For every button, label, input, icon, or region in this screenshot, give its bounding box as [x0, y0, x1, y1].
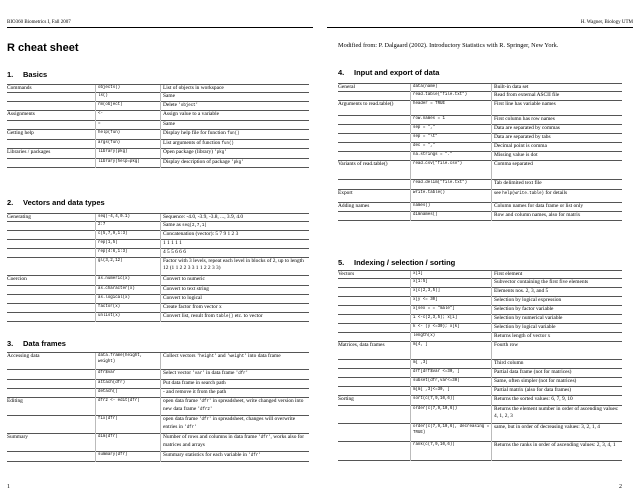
description-cell: List of objects in workspace [163, 85, 224, 91]
table-row [7, 240, 309, 249]
table-row [338, 406, 622, 424]
description-cell: Number of rows and columns in data frame 'dfr', works also for matrices and arrays [163, 434, 305, 448]
description-cell: Selection by logical variable [494, 324, 556, 330]
code-cell: m[4, ] [410, 342, 492, 360]
section-title: Basics [23, 70, 48, 79]
course-header: BIO360 Biometrics I, Fall 2007 [7, 20, 71, 25]
section-number: 5. [338, 258, 345, 267]
table-row [338, 161, 622, 180]
description-cell: First column has row names [494, 116, 555, 122]
row-category [7, 286, 95, 295]
table-row [338, 101, 622, 116]
table-row [7, 352, 309, 370]
command-table [7, 84, 309, 168]
table-row [338, 116, 622, 125]
row-category [7, 313, 95, 322]
code-cell: dim(dfr) [95, 434, 161, 452]
code-cell: objects() [95, 85, 161, 94]
table-row [338, 152, 622, 161]
row-category [338, 424, 410, 442]
description-cell: First line has variable names [494, 101, 556, 107]
code-cell: attach(dfr) [95, 380, 161, 389]
table-row [338, 306, 622, 315]
code-cell: i <-c(2,3,5); x[i] [410, 315, 492, 324]
code-cell: na.strings = "." [410, 152, 492, 161]
page-number: 1 [7, 484, 10, 490]
code-cell: row.names = 1 [410, 116, 492, 125]
code-cell: library(pkg) [95, 149, 161, 159]
table-row [7, 84, 309, 93]
description-cell: open data frame 'dfr' in spreadsheet, write changed version into new data frame 'dfr2' [163, 398, 304, 412]
code-cell: <- [95, 111, 161, 121]
row-category [7, 304, 95, 313]
code-cell: = [95, 121, 161, 130]
description-cell: Fourth row [494, 342, 519, 348]
row-category: Sorting [338, 396, 354, 402]
code-cell: read.table("file.txt") [410, 92, 492, 101]
table-row [338, 270, 622, 279]
table-row [338, 203, 622, 212]
table-row [7, 434, 309, 452]
table-row [7, 159, 309, 168]
description-cell: Decimal point is comma [494, 143, 547, 149]
code-cell: order(c(7,9,10,6), decreasing = TRUE) [410, 424, 492, 442]
description-cell: List arguments of function fun() [163, 140, 234, 146]
row-category [338, 152, 410, 161]
row-category [338, 180, 410, 190]
code-cell: rank(c(7,9,10,6)) [410, 442, 492, 461]
table-row [338, 288, 622, 297]
code-cell: summary(dfr) [95, 452, 161, 462]
row-category [7, 389, 95, 398]
command-table [338, 83, 622, 221]
row-category: Arguments to read.table() [338, 101, 394, 107]
section-heading [338, 68, 439, 77]
code-cell: detach() [95, 389, 161, 398]
page-number: 2 [619, 484, 622, 490]
page-title: R cheat sheet [7, 42, 79, 54]
table-row [338, 92, 622, 101]
code-cell: data.frame(height, weight) [95, 353, 161, 371]
section-heading [7, 70, 47, 79]
row-category [7, 240, 95, 249]
row-category: Generating [7, 214, 31, 220]
code-cell: args(fun) [95, 140, 161, 149]
description-cell: Data are separated by commas [494, 125, 560, 131]
description-cell: Convert to logical [163, 295, 202, 301]
description-cell: Elements nos. 2, 3, and 5 [494, 288, 549, 294]
table-row [7, 370, 309, 380]
table-row [7, 416, 309, 434]
table-row [338, 369, 622, 378]
table-row [338, 424, 622, 442]
description-cell: Tab delimited text file [494, 180, 542, 186]
table-row [7, 213, 309, 222]
description-cell: Read from external ASCII file [494, 92, 560, 98]
row-category: Editing [7, 398, 23, 404]
code-cell: ls() [95, 93, 161, 102]
description-cell: Create factor from vector x [163, 304, 222, 310]
table-row [7, 102, 309, 111]
row-category [7, 258, 95, 276]
table-row [338, 125, 622, 134]
description-cell: Column names for data frame or list only [494, 203, 584, 209]
description-cell: Selection by factor variable [494, 306, 554, 312]
description-cell: Assign value to a variable [163, 111, 219, 117]
row-category: Libraries / packages [7, 149, 51, 155]
description-cell: Returns the sorted values: 6, 7, 9, 10 [494, 396, 573, 402]
row-category: Vectors [338, 271, 355, 277]
code-cell: read.delim("file.txt") [410, 180, 492, 190]
row-category: General [338, 84, 356, 90]
code-cell: as.logical(x) [95, 295, 161, 304]
description-cell: Display help file for function fun() [163, 130, 240, 136]
page-header [7, 19, 313, 28]
table-row [338, 378, 622, 387]
description-cell: Returns the element number in order of ascending values: 4, 1, 2, 3 [494, 406, 619, 419]
section-heading [338, 258, 455, 267]
table-row [7, 140, 309, 149]
section-number: 4. [338, 68, 345, 77]
description-cell: same, but in order of decreasing values: 3, 2, 1, 4 [494, 424, 600, 430]
description-cell: Missing value is dot [494, 152, 538, 158]
table-row [7, 380, 309, 389]
row-category: Export [338, 190, 353, 196]
table-row [338, 315, 622, 324]
table-row [7, 286, 309, 295]
row-category [7, 93, 95, 102]
description-cell: Built-in data set [494, 84, 529, 90]
code-cell: order(c(7,9,10,6)) [410, 406, 492, 424]
code-cell: data(name) [410, 84, 492, 93]
row-category [7, 295, 95, 304]
table-row [338, 333, 622, 342]
description-cell: Data are separated by tabs [494, 134, 551, 140]
description-cell: Third column [494, 360, 524, 366]
description-cell: Summary statistics for each variable in 'dfr' [163, 452, 261, 458]
row-category [338, 442, 410, 461]
row-category [7, 222, 95, 231]
table-row [7, 389, 309, 398]
code-cell: write.table() [410, 190, 492, 203]
code-cell: names() [410, 203, 492, 212]
code-cell: factor(x) [95, 304, 161, 313]
code-cell: library(help=pkg) [95, 159, 161, 168]
row-category [338, 279, 410, 288]
row-category: Matrices, data frames [338, 342, 385, 348]
description-cell: Delete 'object' [163, 102, 199, 108]
description-cell: Concatenation (vector): 5 7 9 1 2 3 [163, 231, 239, 237]
code-cell: x[1:5] [410, 279, 492, 288]
code-cell: sort(c(7,9,10,6)) [410, 396, 492, 406]
description-cell: Display description of package 'pkg' [163, 159, 244, 165]
row-category [338, 387, 410, 396]
code-cell: x[sex = = "male"] [410, 306, 492, 315]
description-cell: Returns the ranks in order of ascending values: 2, 3, 4, 1 [494, 442, 616, 448]
description-cell: Partial matrix (also for data frames) [494, 387, 572, 393]
table-row [7, 121, 309, 130]
row-category [338, 378, 410, 387]
table-row [7, 231, 309, 240]
row-category: Variants of read.table() [338, 161, 388, 167]
code-cell: k <- (y <=30); x[k] [410, 324, 492, 333]
command-table [338, 270, 622, 461]
row-category: Coercion [7, 276, 27, 282]
row-category [338, 125, 410, 134]
row-category [338, 212, 410, 221]
row-category [7, 416, 95, 434]
table-row [338, 442, 622, 461]
row-category [338, 369, 410, 378]
row-category [338, 324, 410, 333]
code-cell: header = TRUE [410, 101, 492, 116]
code-cell: x[c(2,3,5)] [410, 288, 492, 297]
section-title: Indexing / selection / sorting [354, 258, 456, 267]
row-category [338, 360, 410, 369]
section-number: 3. [7, 339, 14, 348]
row-category [338, 333, 410, 342]
code-cell: read.csv("file.csv") [410, 161, 492, 180]
description-cell: Returns length of vector x [494, 333, 551, 339]
description-cell: Comma separated [494, 161, 533, 167]
code-cell: as.character(x) [95, 286, 161, 295]
description-cell: Collect vectors 'height' and 'weight' into data frame [163, 353, 281, 359]
description-cell: Partial data frame (not for matrices) [494, 369, 572, 375]
code-cell: dec = "," [410, 143, 492, 152]
code-cell: rep(1,5) [95, 240, 161, 249]
source-credit: Modified from: P. Dalgaard (2002). Introductory Statistics with R. Springer, New York. [338, 42, 559, 49]
table-row [7, 304, 309, 313]
table-row [7, 398, 309, 416]
table-row [338, 324, 622, 333]
table-row [7, 111, 309, 121]
table-row [338, 360, 622, 369]
row-category: Accessing data [7, 353, 40, 359]
code-cell: m[m[ ,3]<=30, ] [410, 387, 492, 396]
section-heading [7, 339, 66, 348]
row-category [7, 249, 95, 258]
section-heading [7, 198, 105, 207]
code-cell: 2:7 [95, 222, 161, 231]
table-row [7, 258, 309, 276]
row-category [7, 380, 95, 389]
row-category [7, 121, 95, 130]
description-cell: Open package (library) 'pkg' [163, 149, 227, 155]
page-header [327, 19, 633, 28]
description-cell: Convert to numeric [163, 276, 205, 282]
row-category [7, 370, 95, 380]
table-row [7, 313, 309, 322]
description-cell: Row and column names, also for matrix [494, 212, 581, 218]
command-table [7, 213, 309, 322]
code-cell: rep(4:6,1:3) [95, 249, 161, 258]
description-cell: Same [163, 121, 175, 127]
description-cell: see help(write.table) for details [494, 190, 568, 196]
table-row [7, 295, 309, 304]
section-number: 2. [7, 198, 14, 207]
description-cell: Select vector 'var' in data frame 'dfr' [163, 370, 249, 376]
description-cell: 4 5 5 6 6 6 [163, 249, 186, 255]
section-title: Data frames [23, 339, 66, 348]
row-category [338, 406, 410, 424]
code-cell: unlist(x) [95, 313, 161, 322]
code-cell: c(5,7,9,1:3) [95, 231, 161, 240]
description-cell: Selection by numerical variable [494, 315, 563, 321]
row-category [7, 452, 95, 462]
code-cell: gl(3,2,12) [95, 258, 161, 276]
code-cell: x[y <= 30] [410, 297, 492, 306]
row-category [7, 231, 95, 240]
description-cell: Same, often simpler (not for matrices) [494, 378, 577, 384]
table-row [7, 276, 309, 286]
table-row [7, 149, 309, 159]
code-cell: drf[drf$var <=30, ] [410, 369, 492, 378]
row-category [7, 159, 95, 168]
row-category: Summary [7, 434, 28, 440]
row-category [7, 140, 95, 149]
row-category [338, 306, 410, 315]
code-cell: sep = "\t" [410, 134, 492, 143]
description-cell: Same as seq(2,7,1) [163, 222, 207, 228]
table-row [7, 130, 309, 140]
code-cell: x[1] [410, 271, 492, 280]
description-cell: Same [163, 93, 175, 99]
row-category [338, 134, 410, 143]
code-cell: m[ ,3] [410, 360, 492, 369]
section-number: 1. [7, 70, 14, 79]
code-cell: dfr$var [95, 370, 161, 380]
code-cell: dfr2 <- edit(dfr) [95, 398, 161, 416]
table-row [338, 342, 622, 360]
code-cell: length(x) [410, 333, 492, 342]
table-row [338, 279, 622, 288]
row-category [338, 116, 410, 125]
table-row [338, 134, 622, 143]
code-cell: help(fun) [95, 130, 161, 140]
description-cell: Convert to text string [163, 286, 209, 292]
description-cell: open data frame 'dfr' in spreadsheet, changes will overwrite entries in 'dfr' [163, 416, 296, 430]
table-row [7, 93, 309, 102]
row-category [338, 143, 410, 152]
table-row [338, 180, 622, 190]
row-category [338, 288, 410, 297]
table-row [7, 222, 309, 231]
row-category: Adding names [338, 203, 370, 209]
table-row [338, 396, 622, 406]
author-header: H. Wagner, Biology UTM [580, 20, 633, 25]
code-cell: as.numeric(x) [95, 276, 161, 286]
table-row [338, 212, 622, 221]
description-cell: Selection by logical expression [494, 297, 562, 303]
description-cell: Sequence: -4.0, -3.9, -3.8, ..., 3.9, 4.0 [163, 214, 244, 220]
row-category [338, 297, 410, 306]
row-category: Getting help [7, 130, 34, 136]
description-cell: Put data frame in search path [163, 380, 226, 386]
table-row [338, 83, 622, 92]
table-row [7, 249, 309, 258]
description-cell: - and remove it from the path [163, 389, 227, 395]
code-cell: dimnames() [410, 212, 492, 221]
section-title: Input and export of data [354, 68, 440, 77]
section-title: Vectors and data types [23, 198, 105, 207]
code-cell: fix(dfr) [95, 416, 161, 434]
row-category [338, 92, 410, 101]
code-cell: subset(dfr,var<=30) [410, 378, 492, 387]
description-cell: Convert list, result from table() etc. to vector [163, 313, 263, 319]
description-cell: Subvector containing the first five elements [494, 279, 589, 285]
description-cell: Factor with 3 levels, repeat each level in blocks of 2, up to length 12 (1 1 2 2 3 3 1 1 2 2 3 3) [163, 258, 304, 271]
table-row [338, 297, 622, 306]
row-category: Assignments [7, 111, 35, 117]
table-row [338, 190, 622, 203]
page-two [320, 0, 640, 495]
row-category: Commands [7, 85, 32, 91]
description-cell: 1 1 1 1 1 [163, 240, 182, 246]
code-cell: seq(-4,4,0.1) [95, 214, 161, 223]
row-category [338, 315, 410, 324]
row-category [7, 102, 95, 111]
code-cell: rm(object) [95, 102, 161, 111]
description-cell: First element [494, 271, 523, 277]
table-row [338, 143, 622, 152]
command-table [7, 352, 309, 462]
table-row [338, 387, 622, 396]
table-row [7, 452, 309, 462]
code-cell: sep = "," [410, 125, 492, 134]
